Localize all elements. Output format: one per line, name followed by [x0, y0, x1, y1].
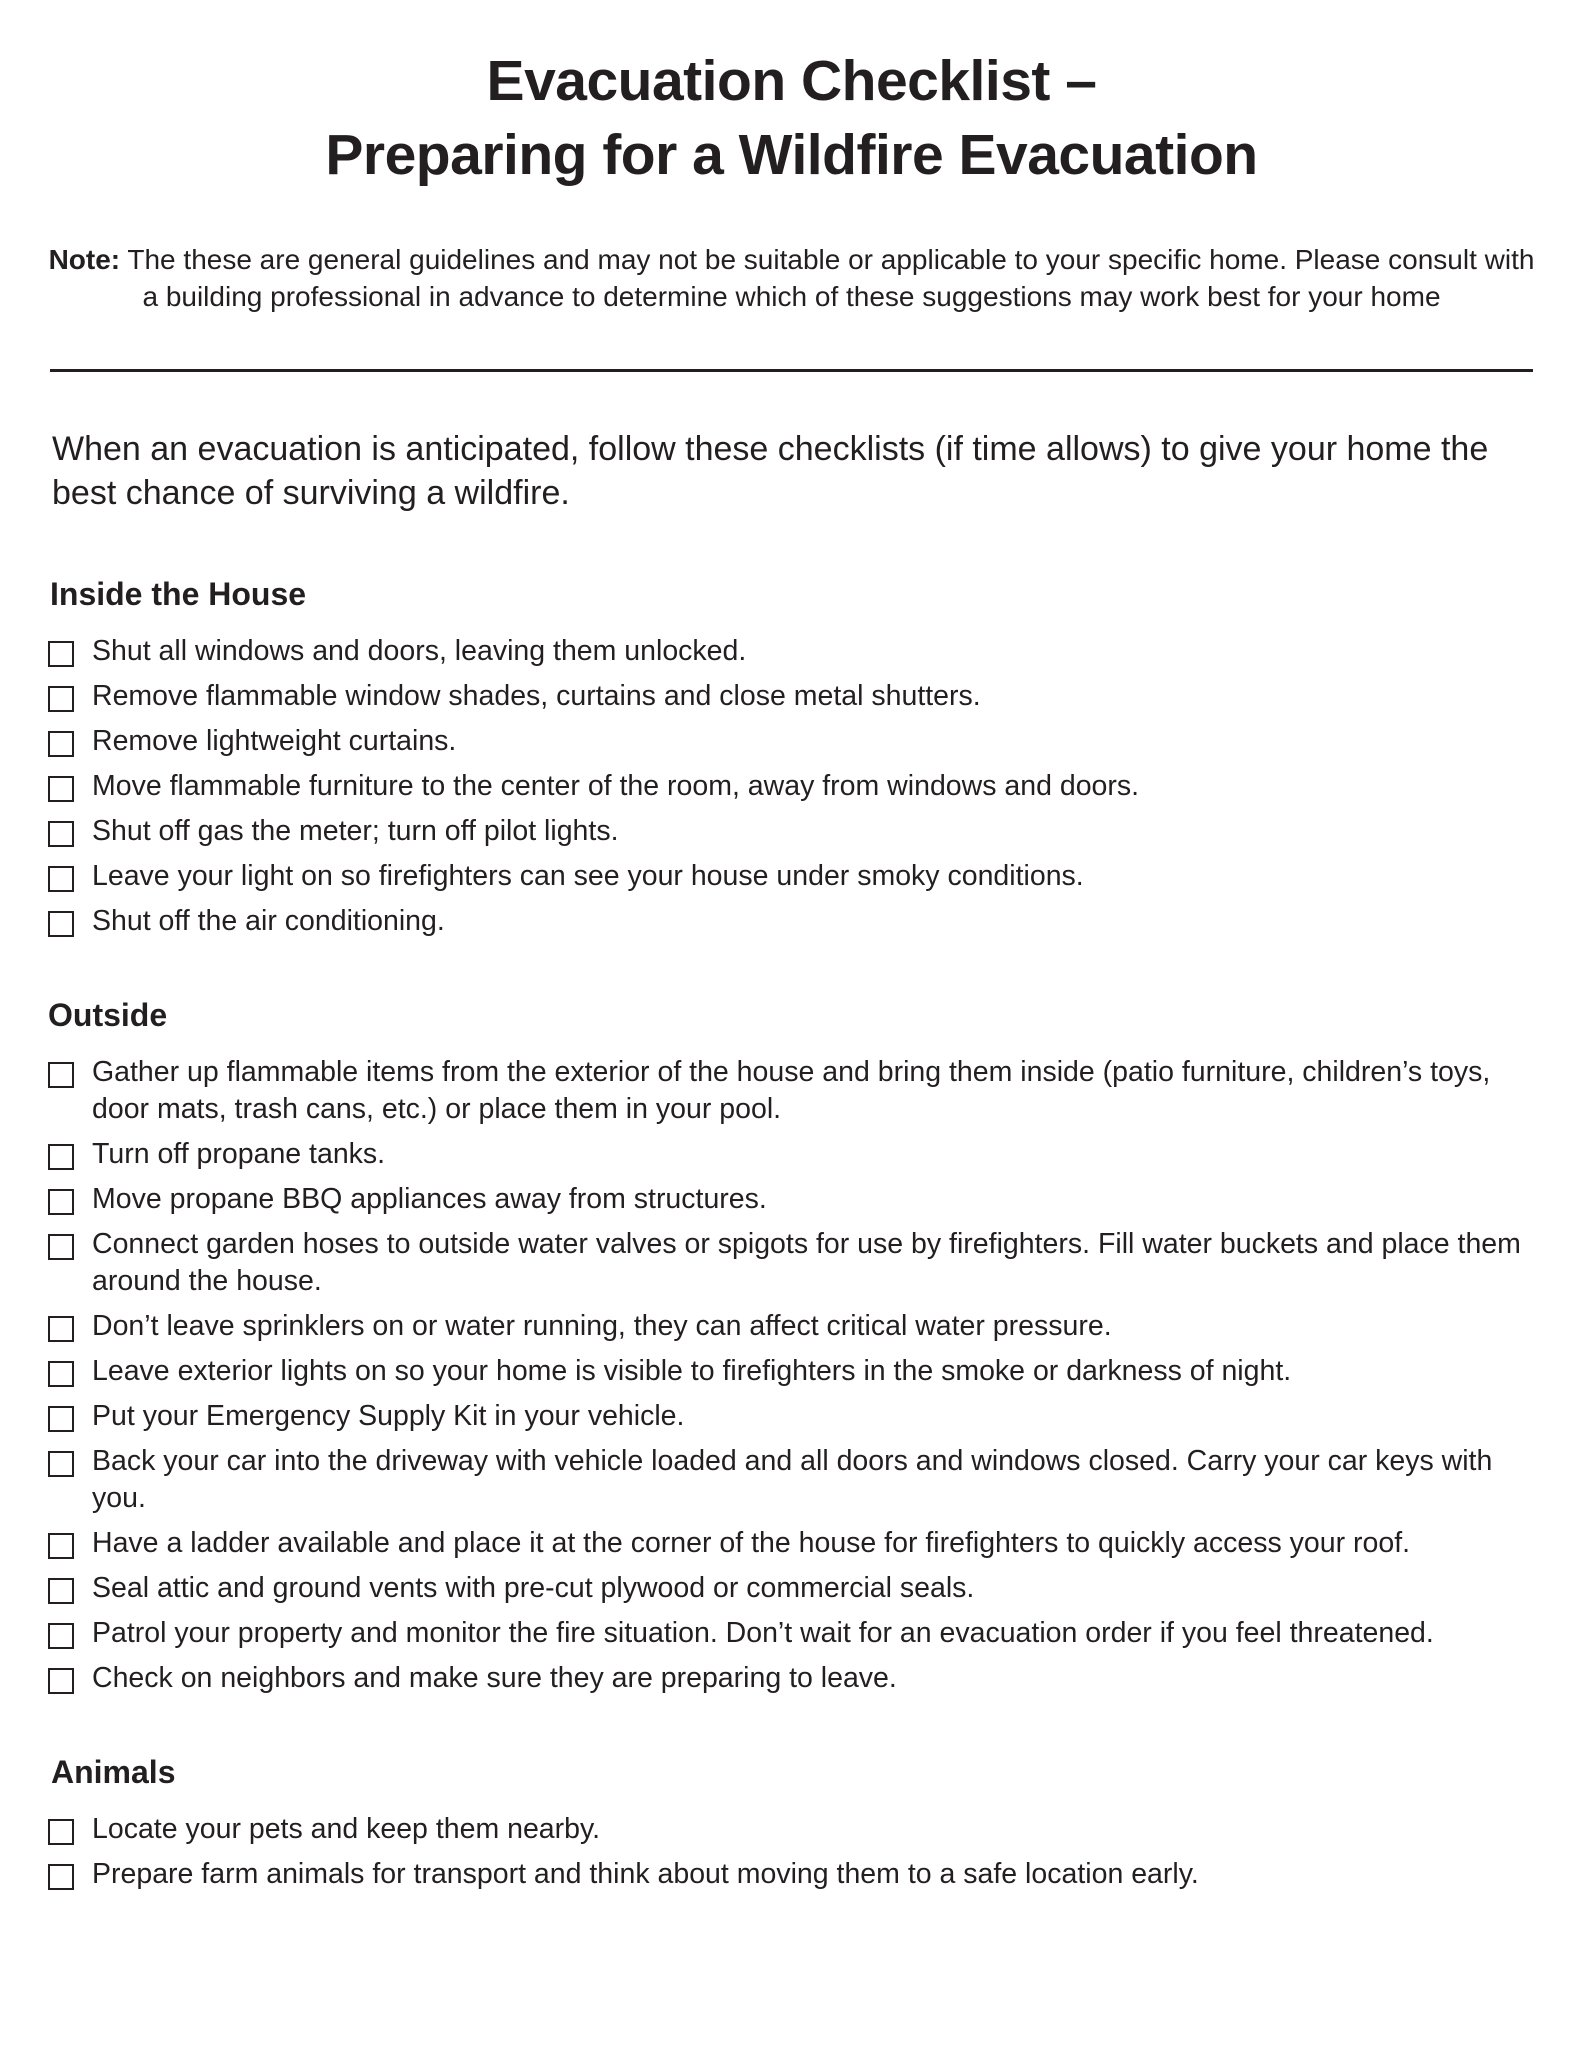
checklist-animals [48, 1811, 1538, 1901]
item-text: Turn off propane tanks. [92, 1138, 386, 1170]
section-heading-outside: Outside [48, 997, 168, 1033]
checkbox[interactable] [48, 731, 74, 757]
item-text: Shut off gas the meter; turn off pilot lights. [92, 815, 619, 847]
item-text: Don’t leave sprinklers on or water running, they can affect critical water pressure. [92, 1310, 1112, 1342]
item-text: Gather up flammable items from the exterior of the house and bring them inside (patio furniture, children’s toys, door mats, trash cans, etc.) or place them in your pool. [92, 1056, 1491, 1125]
item-text: Locate your pets and keep them nearby. [92, 1813, 601, 1845]
checkbox[interactable] [48, 1062, 74, 1088]
section-heading-animals: Animals [51, 1754, 176, 1790]
checkbox[interactable] [48, 866, 74, 892]
intro-paragraph: When an evacuation is anticipated, follow these checklists (if time allows) to give your home the best chance of surviving a wildfire. [52, 430, 1489, 512]
list-item [48, 678, 1538, 715]
divider [50, 369, 1533, 372]
item-text: Remove flammable window shades, curtains and close metal shutters. [92, 680, 981, 712]
item-text: Seal attic and ground vents with pre-cut plywood or commercial seals. [92, 1572, 975, 1604]
item-text: Have a ladder available and place it at the corner of the house for firefighters to quickly access your roof. [92, 1527, 1411, 1559]
checkbox[interactable] [48, 1623, 74, 1649]
item-text: Put your Emergency Supply Kit in your vehicle. [92, 1400, 685, 1432]
item-text: Shut all windows and doors, leaving them unlocked. [92, 635, 747, 667]
list-item [48, 858, 1538, 895]
checkbox[interactable] [48, 1406, 74, 1432]
checkbox[interactable] [48, 1533, 74, 1559]
item-text: Leave your light on so firefighters can see your house under smoky conditions. [92, 860, 1084, 892]
checkbox[interactable] [48, 1361, 74, 1387]
checkbox[interactable] [48, 821, 74, 847]
checkbox[interactable] [48, 1144, 74, 1170]
list-item [48, 1570, 1538, 1607]
item-text: Leave exterior lights on so your home is visible to firefighters in the smoke or darkness of night. [92, 1355, 1292, 1387]
item-text: Check on neighbors and make sure they are preparing to leave. [92, 1662, 897, 1694]
item-text: Back your car into the driveway with vehicle loaded and all doors and windows closed. Carry your car keys with you. [92, 1445, 1493, 1514]
checklist-inside-house [48, 633, 1538, 948]
item-text: Connect garden hoses to outside water valves or spigots for use by firefighters. Fill water buckets and place them around the house. [92, 1228, 1521, 1297]
list-item [48, 1308, 1538, 1345]
list-item [48, 1856, 1538, 1893]
note-label: Note: [48, 244, 121, 275]
item-text: Move flammable furniture to the center of the room, away from windows and doors. [92, 770, 1140, 802]
item-text: Remove lightweight curtains. [92, 725, 457, 757]
checkbox[interactable] [48, 776, 74, 802]
note-text: The these are general guidelines and may not be suitable or applicable to your specific home. Please consult with a building professional in advance to determine which of these suggestions may work best for your home [120, 244, 1535, 312]
item-text: Patrol your property and monitor the fire situation. Don’t wait for an evacuation order if you feel threatened. [92, 1617, 1434, 1649]
checkbox[interactable] [48, 1316, 74, 1342]
title-line-2: Preparing for a Wildfire Evacuation [325, 123, 1258, 187]
checkbox[interactable] [48, 1578, 74, 1604]
item-text: Prepare farm animals for transport and think about moving them to a safe location early. [92, 1858, 1199, 1890]
list-item [48, 813, 1538, 850]
checkbox[interactable] [48, 1668, 74, 1694]
list-item [48, 768, 1538, 805]
section-heading-inside-house: Inside the House [50, 576, 307, 612]
checkbox[interactable] [48, 911, 74, 937]
title-line-1: Evacuation Checklist – [486, 49, 1097, 113]
list-item [48, 1615, 1538, 1652]
checkbox[interactable] [48, 1189, 74, 1215]
list-item [48, 723, 1538, 760]
item-text: Shut off the air conditioning. [92, 905, 445, 937]
checklist-outside [48, 1054, 1538, 1705]
list-item [48, 1811, 1538, 1848]
disclaimer-note [40, 241, 1543, 315]
page-title [0, 44, 1583, 192]
checkbox[interactable] [48, 1864, 74, 1890]
list-item [48, 1398, 1538, 1435]
checkbox[interactable] [48, 1234, 74, 1260]
checkbox[interactable] [48, 1451, 74, 1477]
checkbox[interactable] [48, 641, 74, 667]
list-item [48, 903, 1538, 940]
list-item [48, 1443, 1538, 1517]
list-item [48, 1525, 1538, 1562]
list-item [48, 633, 1538, 670]
checkbox[interactable] [48, 1819, 74, 1845]
list-item [48, 1353, 1538, 1390]
list-item [48, 1181, 1538, 1218]
item-text: Move propane BBQ appliances away from structures. [92, 1183, 767, 1215]
list-item [48, 1054, 1538, 1128]
list-item [48, 1226, 1538, 1300]
list-item [48, 1660, 1538, 1697]
checkbox[interactable] [48, 686, 74, 712]
list-item [48, 1136, 1538, 1173]
